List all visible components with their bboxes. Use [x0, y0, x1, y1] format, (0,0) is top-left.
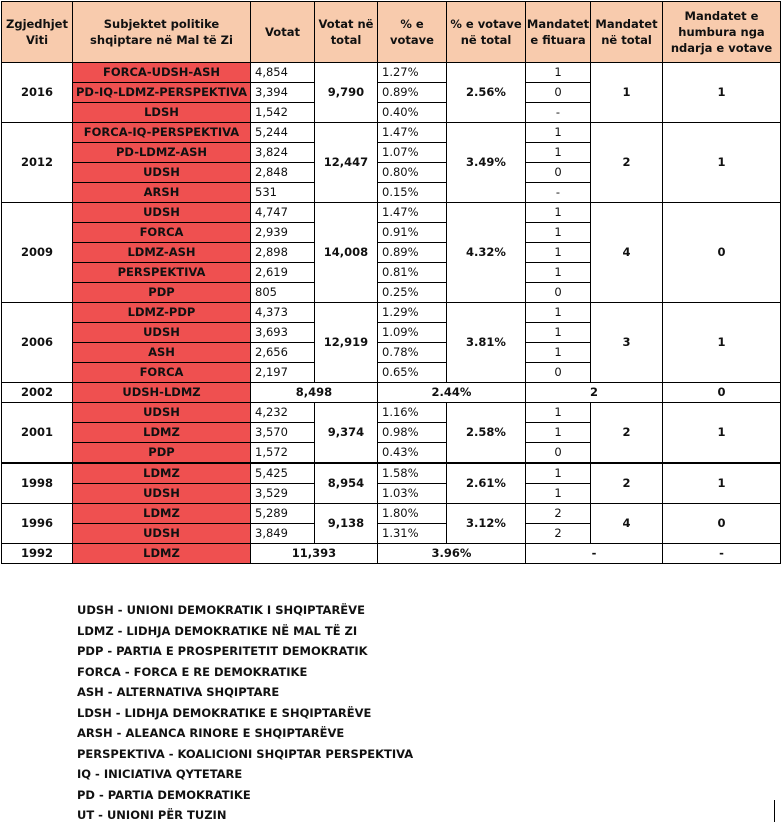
pct-cell: 1.47% [378, 203, 447, 223]
seats-won-cell: 1 [526, 323, 591, 343]
pct-cell: 1.31% [378, 524, 447, 544]
seats-lost-cell: 0 [663, 203, 781, 303]
pct-total-cell: 3.96% [378, 544, 526, 564]
votes-cell: 3,529 [251, 484, 315, 504]
seats-total-cell: - [526, 544, 663, 564]
abbreviation-legend [77, 600, 413, 826]
seats-won-cell: 0 [526, 443, 591, 464]
votes-cell: 3,693 [251, 323, 315, 343]
party-cell: PD-LDMZ-ASH [73, 143, 251, 163]
pct-cell: 1.27% [378, 63, 447, 83]
seats-won-cell: 1 [526, 263, 591, 283]
party-cell: FORCA [73, 363, 251, 383]
party-cell: UDSH-LDMZ [73, 383, 251, 403]
pct-cell: 0.91% [378, 223, 447, 243]
party-cell: LDMZ [73, 544, 251, 564]
seats-won-cell: 0 [526, 283, 591, 303]
pct-total-cell: 3.12% [447, 504, 526, 544]
year-cell: 2001 [2, 403, 73, 464]
seats-total-cell: 4 [591, 504, 663, 544]
seats-won-cell: 1 [526, 403, 591, 423]
votes-cell: 4,373 [251, 303, 315, 323]
votes-cell: 2,197 [251, 363, 315, 383]
legend-item: UDSH - UNIONI DEMOKRATIK I SHQIPTARËVE [77, 603, 365, 617]
pct-cell: 1.03% [378, 484, 447, 504]
votes-cell: 3,849 [251, 524, 315, 544]
party-cell: UDSH [73, 163, 251, 183]
votes-cell: 5,425 [251, 463, 315, 484]
party-cell: UDSH [73, 203, 251, 223]
header-pct-total: % e votave në total [447, 2, 526, 63]
votes-cell: 3,570 [251, 423, 315, 443]
legend-item: PERSPEKTIVA - KOALICIONI SHQIPTAR PERSPEKTIVA [77, 746, 414, 761]
seats-won-cell: 1 [526, 484, 591, 504]
votes-cell: 3,824 [251, 143, 315, 163]
votes-cell: 2,656 [251, 343, 315, 363]
votes-cell: 3,394 [251, 83, 315, 103]
party-cell: ARSH [73, 183, 251, 203]
party-cell: LDSH [73, 103, 251, 123]
pct-cell: 1.07% [378, 143, 447, 163]
total-votes-cell: 8,498 [251, 383, 378, 403]
year-cell: 2006 [2, 303, 73, 383]
party-cell: PDP [73, 283, 251, 303]
party-cell: LDMZ [73, 463, 251, 484]
seats-lost-cell: 0 [663, 504, 781, 544]
pct-total-cell: 2.56% [447, 63, 526, 123]
pct-cell: 1.09% [378, 323, 447, 343]
header-total-votes: Votat në total [315, 2, 378, 63]
pct-cell: 0.25% [378, 283, 447, 303]
table-body [2, 63, 781, 564]
pct-cell: 0.15% [378, 183, 447, 203]
seats-total-cell: 4 [591, 203, 663, 303]
pct-cell: 0.89% [378, 243, 447, 263]
table-row [2, 203, 781, 223]
legend-item: ASH - ALTERNATIVA SHQIPTARE [77, 685, 280, 699]
party-cell: FORCA-UDSH-ASH [73, 63, 251, 83]
pct-cell: 0.89% [378, 83, 447, 103]
pct-cell: 0.65% [378, 363, 447, 383]
pct-cell: 1.80% [378, 504, 447, 524]
seats-won-cell: 1 [526, 203, 591, 223]
pct-cell: 0.78% [378, 343, 447, 363]
votes-cell: 805 [251, 283, 315, 303]
election-results-table [1, 1, 781, 564]
party-cell: UDSH [73, 524, 251, 544]
votes-cell: 2,619 [251, 263, 315, 283]
party-cell: UDSH [73, 403, 251, 423]
seats-lost-cell: - [663, 544, 781, 564]
seats-won-cell: 1 [526, 303, 591, 323]
votes-cell: 2,848 [251, 163, 315, 183]
pct-total-cell: 2.58% [447, 403, 526, 464]
party-cell: PDP [73, 443, 251, 464]
pct-cell: 0.80% [378, 163, 447, 183]
party-cell: LDMZ [73, 423, 251, 443]
party-cell: FORCA [73, 223, 251, 243]
year-cell: 2009 [2, 203, 73, 303]
votes-cell: 531 [251, 183, 315, 203]
party-cell: UDSH [73, 323, 251, 343]
table-row [2, 403, 781, 423]
pct-cell: 0.40% [378, 103, 447, 123]
year-cell: 1992 [2, 544, 73, 564]
party-cell: ASH [73, 343, 251, 363]
pct-cell: 1.58% [378, 463, 447, 484]
pct-total-cell: 3.81% [447, 303, 526, 383]
seats-total-cell: 2 [526, 383, 663, 403]
pct-cell: 0.43% [378, 443, 447, 464]
seats-won-cell: 2 [526, 504, 591, 524]
total-votes-cell: 9,138 [315, 504, 378, 544]
header-year: Zgjedhjet Viti [2, 2, 73, 63]
votes-cell: 1,542 [251, 103, 315, 123]
header-seats-lost: Mandatet e humbura nga ndarja e votave [663, 2, 781, 63]
votes-cell: 4,854 [251, 63, 315, 83]
table-row [2, 383, 781, 403]
table-row [2, 463, 781, 484]
year-cell: 2012 [2, 123, 73, 203]
seats-won-cell: 1 [526, 223, 591, 243]
seats-lost-cell: 0 [663, 383, 781, 403]
party-cell: FORCA-IQ-PERSPEKTIVA [73, 123, 251, 143]
header-votes: Votat [251, 2, 315, 63]
pct-total-cell: 2.61% [447, 463, 526, 504]
legend-item: ARSH - ALEANCA RINORE E SHQIPTARËVE [77, 726, 345, 740]
header-pct: % e votave [378, 2, 447, 63]
pct-cell: 0.98% [378, 423, 447, 443]
seats-won-cell: 0 [526, 83, 591, 103]
table-row [2, 544, 781, 564]
year-cell: 2002 [2, 383, 73, 403]
table-row [2, 504, 781, 524]
year-cell: 2016 [2, 63, 73, 123]
header-party: Subjektet politike shqiptare në Mal të Zi [73, 2, 251, 63]
party-cell: LDMZ-PDP [73, 303, 251, 323]
total-votes-cell: 9,374 [315, 403, 378, 464]
legend-item: PD - PARTIA DEMOKRATIKE [77, 787, 251, 802]
pct-cell: 1.29% [378, 303, 447, 323]
seats-won-cell: - [526, 103, 591, 123]
pct-cell: 1.47% [378, 123, 447, 143]
seats-won-cell: 1 [526, 343, 591, 363]
pct-total-cell: 2.44% [378, 383, 526, 403]
seats-won-cell: 1 [526, 243, 591, 263]
votes-cell: 5,244 [251, 123, 315, 143]
total-votes-cell: 9,790 [315, 63, 378, 123]
seats-won-cell: 0 [526, 363, 591, 383]
seats-lost-cell: 1 [663, 463, 781, 504]
legend-item: FORCA - FORCA E RE DEMOKRATIKE [77, 664, 308, 679]
header-row [2, 2, 781, 63]
legend-item: UT - UNIONI PËR TUZIN [77, 808, 227, 822]
total-votes-cell: 12,447 [315, 123, 378, 203]
header-seats-won: Mandatet e fituara [526, 2, 591, 63]
votes-cell: 2,898 [251, 243, 315, 263]
pct-total-cell: 4.32% [447, 203, 526, 303]
seats-total-cell: 2 [591, 463, 663, 504]
total-votes-cell: 8,954 [315, 463, 378, 504]
year-cell: 1998 [2, 463, 73, 504]
total-votes-cell: 12,919 [315, 303, 378, 383]
pct-cell: 1.16% [378, 403, 447, 423]
seats-won-cell: 0 [526, 163, 591, 183]
seats-won-cell: 1 [526, 423, 591, 443]
votes-cell: 2,939 [251, 223, 315, 243]
year-cell: 1996 [2, 504, 73, 544]
table-row [2, 303, 781, 323]
seats-lost-cell: 1 [663, 303, 781, 383]
seats-won-cell: 1 [526, 143, 591, 163]
party-cell: LDMZ-ASH [73, 243, 251, 263]
seats-total-cell: 1 [591, 63, 663, 123]
votes-cell: 4,747 [251, 203, 315, 223]
seats-won-cell: 1 [526, 463, 591, 484]
legend-item: IQ - INICIATIVA QYTETARE [77, 767, 243, 781]
seats-total-cell: 3 [591, 303, 663, 383]
legend-item: LDMZ - LIDHJA DEMOKRATIKE NË MAL TË ZI [77, 623, 358, 638]
total-votes-cell: 14,008 [315, 203, 378, 303]
seats-won-cell: - [526, 183, 591, 203]
header-seats-total: Mandatet në total [591, 2, 663, 63]
seats-total-cell: 2 [591, 403, 663, 464]
seats-won-cell: 1 [526, 63, 591, 83]
votes-cell: 1,572 [251, 443, 315, 464]
table-row [2, 63, 781, 83]
total-votes-cell: 11,393 [251, 544, 378, 564]
seats-won-cell: 1 [526, 123, 591, 143]
seats-won-cell: 2 [526, 524, 591, 544]
votes-cell: 4,232 [251, 403, 315, 423]
party-cell: PERSPEKTIVA [73, 263, 251, 283]
pct-cell: 0.81% [378, 263, 447, 283]
party-cell: LDMZ [73, 504, 251, 524]
seats-lost-cell: 1 [663, 63, 781, 123]
party-cell: PD-IQ-LDMZ-PERSPEKTIVA [73, 83, 251, 103]
pct-total-cell: 3.49% [447, 123, 526, 203]
seats-total-cell: 2 [591, 123, 663, 203]
divider-line [774, 800, 775, 822]
party-cell: UDSH [73, 484, 251, 504]
table-row [2, 123, 781, 143]
seats-lost-cell: 1 [663, 123, 781, 203]
seats-lost-cell: 1 [663, 403, 781, 464]
legend-item: LDSH - LIDHJA DEMOKRATIKE E SHQIPTARËVE [77, 705, 372, 720]
votes-cell: 5,289 [251, 504, 315, 524]
legend-item: PDP - PARTIA E PROSPERITETIT DEMOKRATIK [77, 644, 368, 658]
